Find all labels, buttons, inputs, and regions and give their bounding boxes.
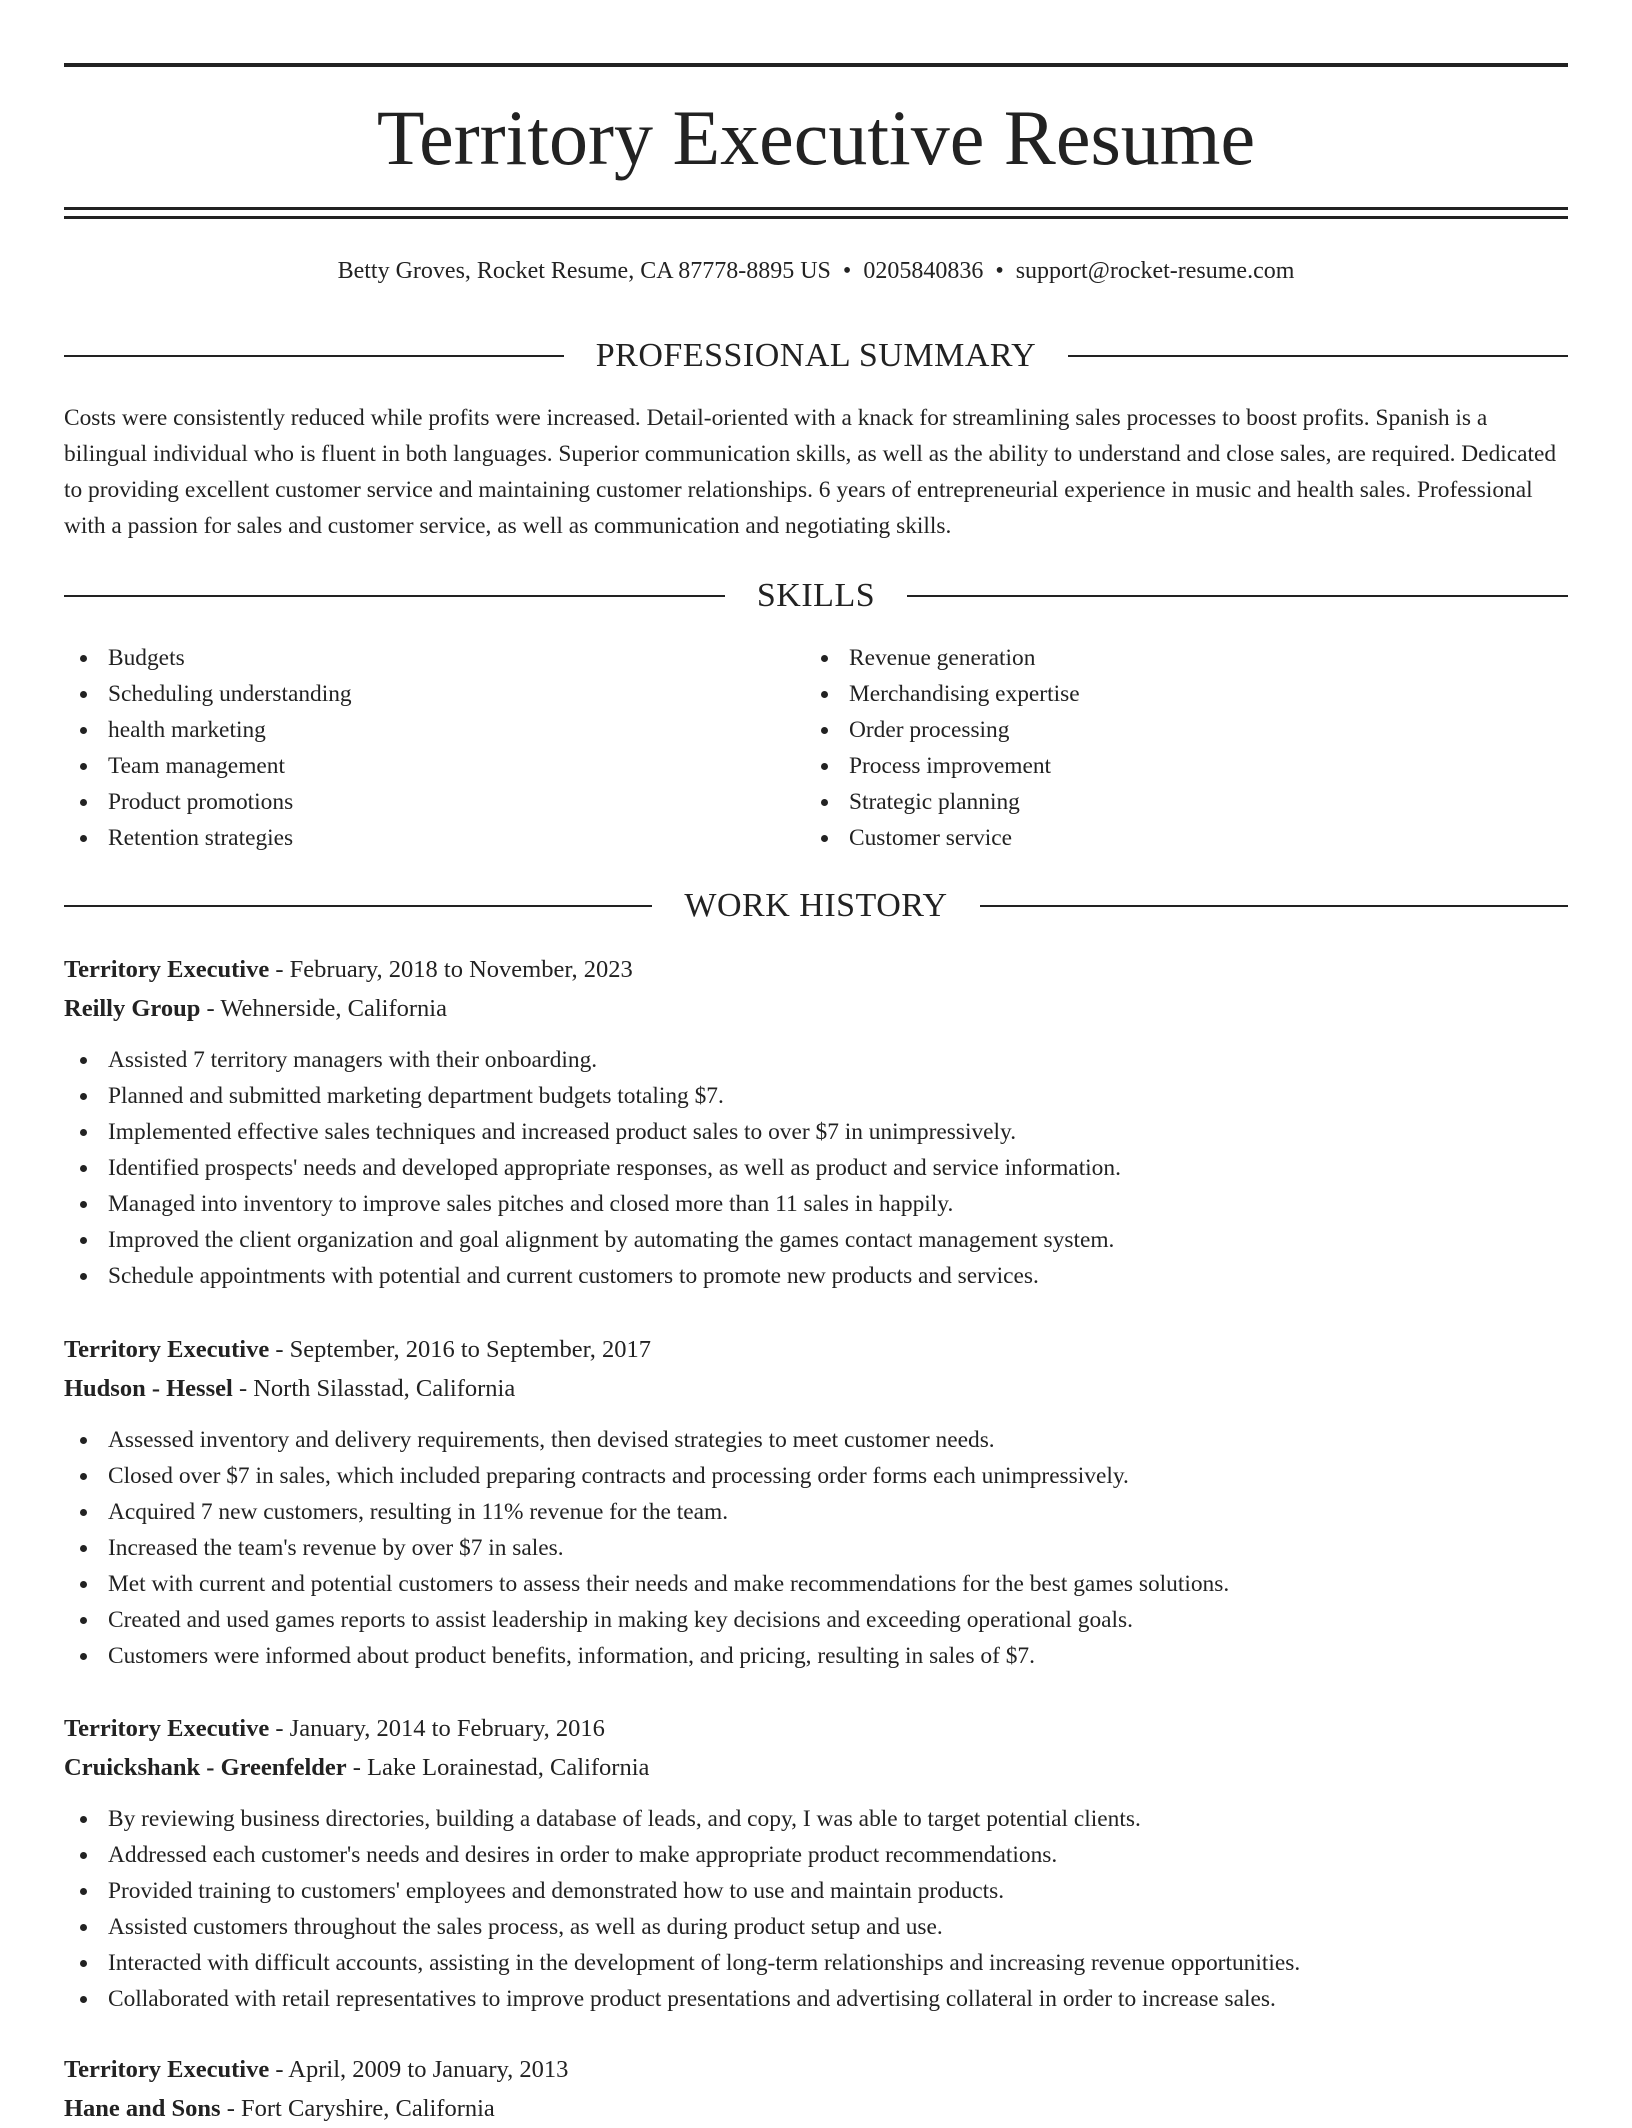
contact-email: support@rocket-resume.com	[1015, 258, 1295, 284]
job-company: Reilly Group	[64, 995, 201, 1022]
job-location: - Wehnerside, California	[200, 995, 447, 1022]
job-bullet: Provided training to customers' employees and demonstrated how to use and maintain products.	[64, 1873, 1568, 1909]
job-bullet: Assisted 7 territory managers with their onboarding.	[64, 1042, 1568, 1078]
job-bullet: Increased the team's revenue by over $7 in sales.	[64, 1530, 1568, 1566]
skill-item: Team management	[64, 748, 804, 784]
skill-item: Process improvement	[805, 748, 1545, 784]
job-title: Territory Executive	[64, 1715, 270, 1742]
contact-separator: •	[842, 258, 852, 284]
job-entry	[64, 1330, 1568, 1674]
document-title: Territory Executive Resume	[376, 94, 1256, 181]
job-bullet: Acquired 7 new customers, resulting in 11% revenue for the team.	[64, 1494, 1568, 1530]
job-title: Territory Executive	[64, 1336, 270, 1363]
job-bullet: Assessed inventory and delivery requirements, then devised strategies to meet customer needs.	[64, 1422, 1568, 1458]
contact-separator: •	[995, 258, 1004, 284]
skill-item: Retention strategies	[64, 820, 804, 856]
heading-rule	[64, 595, 725, 597]
job-bullet: Addressed each customer's needs and desires in order to make appropriate product recommendations.	[64, 1837, 1568, 1873]
job-bullet: Schedule appointments with potential and current customers to promote new products and services.	[64, 1258, 1568, 1294]
skills-heading	[64, 574, 1568, 618]
skill-item: Revenue generation	[805, 640, 1545, 676]
job-company: Hane and Sons	[64, 2095, 221, 2122]
job-location: - Lake Lorainestad, California	[346, 1754, 650, 1781]
skill-item: Merchandising expertise	[805, 676, 1545, 712]
skill-item: Budgets	[64, 640, 804, 676]
job-bullet: Customers were informed about product benefits, information, and pricing, resulting in sales of $7.	[64, 1638, 1568, 1674]
job-dates: - September, 2016 to September, 2017	[269, 1336, 652, 1363]
job-bullets	[64, 1422, 1568, 1674]
job-company: Hudson - Hessel	[64, 1375, 233, 1402]
job-bullet: Identified prospects' needs and developed appropriate responses, as well as product and service information.	[64, 1150, 1568, 1186]
job-bullet: Collaborated with retail representatives to improve product presentations and advertising collateral in order to increase sales.	[64, 1981, 1568, 2017]
job-bullet: Assisted customers throughout the sales process, as well as during product setup and use.	[64, 1909, 1568, 1945]
summary-text: Costs were consistently reduced while profits were increased. Detail-oriented with a knack for streamlining sales processes to boost profits. Spanish is a bilingual individual who is fluent in both languages. Superior communication skills, as well as the ability to understand and close sales, are required. Dedicated to providing excellent customer service and maintaining customer relationships. 6 years of entrepreneurial experience in music and health sales. Professional with a passion for sales and customer service, as well as communication and negotiating skills.	[64, 405, 1557, 539]
summary-heading-label: PROFESSIONAL SUMMARY	[595, 337, 1037, 374]
skill-item: Scheduling understanding	[64, 676, 804, 712]
top-rule	[64, 63, 1568, 67]
contact-line	[64, 254, 1568, 288]
job-company-line	[64, 1748, 1568, 1787]
skill-item: Product promotions	[64, 784, 804, 820]
skill-item: Strategic planning	[805, 784, 1545, 820]
contact-phone: 0205840836	[863, 258, 984, 284]
job-title-line	[64, 1709, 1568, 1748]
skills-list-left	[64, 640, 804, 856]
heading-rule	[64, 355, 564, 357]
skills-list-right	[805, 640, 1545, 856]
skill-item: Customer service	[805, 820, 1545, 856]
job-company-line	[64, 1369, 1568, 1408]
job-title: Territory Executive	[64, 956, 270, 983]
job-bullet: Met with current and potential customers to assess their needs and make recommendations for the best games solutions.	[64, 1566, 1568, 1602]
job-title-line	[64, 1330, 1568, 1369]
job-bullet: Created and used games reports to assist leadership in making key decisions and exceeding operational goals.	[64, 1602, 1568, 1638]
job-company-line	[64, 2089, 1568, 2128]
work-heading-label: WORK HISTORY	[684, 887, 948, 924]
job-bullet: Planned and submitted marketing department budgets totaling $7.	[64, 1078, 1568, 1114]
job-title-line	[64, 950, 1568, 989]
title-double-rule	[64, 207, 1568, 219]
skills-heading-label: SKILLS	[756, 577, 876, 614]
job-location: - Fort Caryshire, California	[220, 2095, 495, 2122]
job-bullet: Closed over $7 in sales, which included preparing contracts and processing order forms each unimpressively.	[64, 1458, 1568, 1494]
job-title-line	[64, 2050, 1568, 2089]
job-location: - North Silasstad, California	[232, 1375, 516, 1402]
skill-item: Order processing	[805, 712, 1545, 748]
job-dates: - April, 2009 to January, 2013	[269, 2056, 569, 2083]
job-entry	[64, 1709, 1568, 2017]
job-bullets	[64, 1801, 1568, 2017]
job-bullets	[64, 1042, 1568, 1294]
job-bullet: By reviewing business directories, building a database of leads, and copy, I was able to target potential clients.	[64, 1801, 1568, 1837]
job-company-line	[64, 989, 1568, 1028]
heading-rule	[1068, 355, 1568, 357]
work-heading	[64, 884, 1568, 928]
heading-rule	[64, 905, 652, 907]
job-dates: - February, 2018 to November, 2023	[269, 956, 633, 983]
job-title: Territory Executive	[64, 2056, 270, 2083]
heading-rule	[980, 905, 1568, 907]
heading-rule	[907, 595, 1568, 597]
job-dates: - January, 2014 to February, 2016	[269, 1715, 605, 1742]
summary-heading	[64, 334, 1568, 378]
job-bullet: Implemented effective sales techniques and increased product sales to over $7 in unimpressively.	[64, 1114, 1568, 1150]
job-bullet: Managed into inventory to improve sales pitches and closed more than 11 sales in happily.	[64, 1186, 1568, 1222]
job-company: Cruickshank - Greenfelder	[64, 1754, 347, 1781]
skill-item: health marketing	[64, 712, 804, 748]
job-bullet: Improved the client organization and goal alignment by automating the games contact management system.	[64, 1222, 1568, 1258]
job-entry	[64, 2050, 1568, 2128]
job-bullet: Interacted with difficult accounts, assisting in the development of long-term relationships and increasing revenue opportunities.	[64, 1945, 1568, 1981]
job-entry	[64, 950, 1568, 1294]
contact-address: Betty Groves, Rocket Resume, CA 87778-8895 US	[337, 258, 831, 284]
